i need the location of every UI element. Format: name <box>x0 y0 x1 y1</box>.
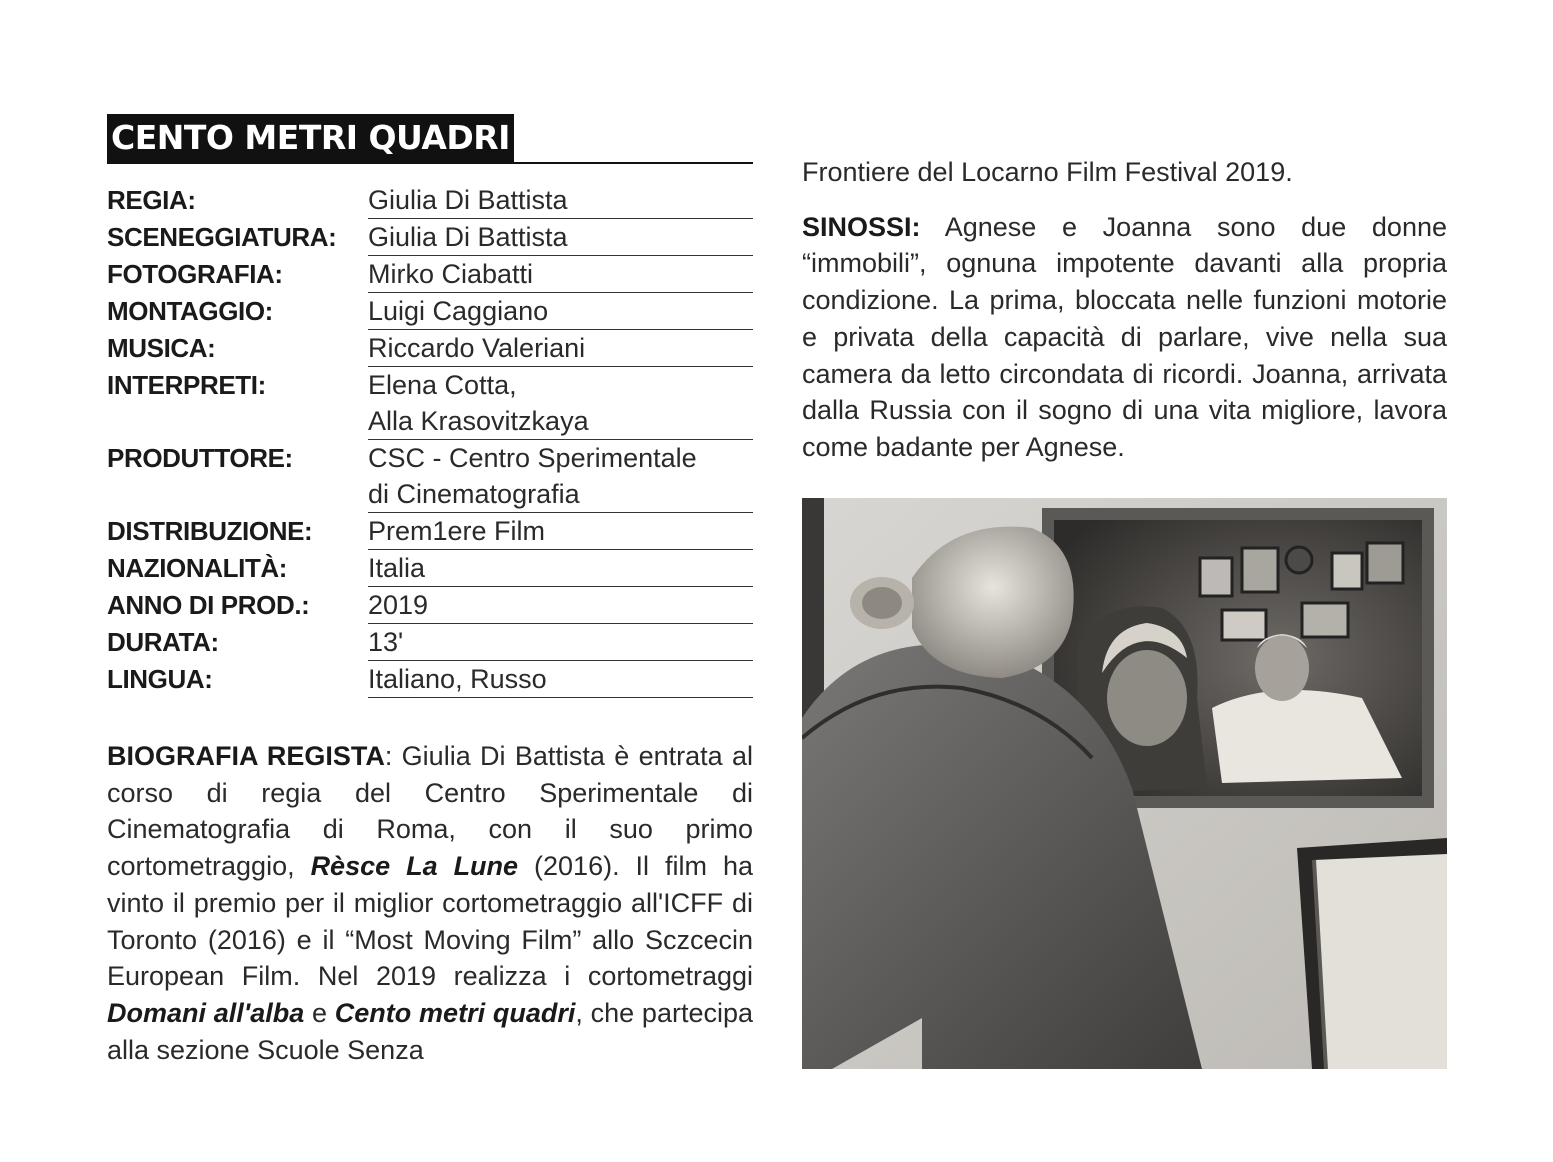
credit-label: DURATA: <box>107 627 219 657</box>
credit-value <box>368 550 753 587</box>
bio-text-1: : Giulia Di Battista è entrata al corso di regia del Centro Sperimentale di Cinematografia di Roma, con il suo primo cortometraggio, <box>107 741 754 882</box>
credit-value <box>368 587 753 624</box>
credit-value <box>368 330 753 367</box>
bio-heading: BIOGRAFIA REGISTA <box>107 741 385 771</box>
credit-value-line: Giulia Di Battista <box>368 185 568 215</box>
credit-row <box>107 330 753 367</box>
film-still-photo <box>802 498 1447 1069</box>
credit-value-line: Mirko Ciabatti <box>368 259 534 289</box>
credit-label: INTERPRETI: <box>107 370 266 400</box>
bio-film-2: Domani all'alba <box>107 997 305 1028</box>
synopsis-heading: SINOSSI: <box>802 211 921 242</box>
credit-value-line: Italia <box>368 553 426 583</box>
credit-row <box>107 182 753 219</box>
credit-value <box>368 440 753 513</box>
credit-label: LINGUA: <box>107 664 213 694</box>
bio-text-3: e <box>304 997 335 1028</box>
credit-value-line: Alla Krasovitzkaya <box>368 406 589 436</box>
credit-value <box>368 256 753 293</box>
credit-value <box>368 624 753 661</box>
credit-row <box>107 256 753 293</box>
credit-value-line: CSC - Centro Sperimentale <box>368 443 697 473</box>
credit-label: REGIA: <box>107 185 196 215</box>
credit-value-line: di Cinematografia <box>368 479 580 509</box>
credit-value-line: Luigi Caggiano <box>368 296 549 326</box>
credit-row <box>107 440 753 513</box>
credit-row <box>107 587 753 624</box>
credit-row <box>107 367 753 440</box>
right-column <box>802 154 1447 466</box>
bio-film-1: Rèsce La Lune <box>310 851 519 882</box>
synopsis <box>802 209 1447 466</box>
bio-text-4: , che partecipa alla sezione Scuole Senza <box>107 997 753 1065</box>
credits-table <box>107 182 753 698</box>
film-title: CENTO METRI QUADRI <box>107 114 514 162</box>
credit-row <box>107 550 753 587</box>
credit-value <box>368 219 753 256</box>
credit-row <box>107 293 753 330</box>
credit-value <box>368 367 753 440</box>
left-column <box>107 114 753 1068</box>
credit-value-line: 13' <box>368 627 404 657</box>
credit-value <box>368 182 753 219</box>
director-biography <box>107 738 753 1068</box>
synopsis-text: Agnese e Joanna sono due donne “immobili”, ognuna impotente davanti alla propria condizione. La prima, bloccata nelle funzioni motorie e privata della capacità di parlare, vive nella sua camera da letto circondata di ricordi. Joanna, arrivata dalla Russia con il sogno di una vita migliore, lavora come badante per Agnese. <box>802 211 1447 462</box>
credit-value <box>368 661 753 698</box>
credit-label: MONTAGGIO: <box>107 296 273 326</box>
credit-label: DISTRIBUZIONE: <box>107 516 313 546</box>
credit-value-line: Riccardo Valeriani <box>368 333 586 363</box>
bio-continuation: Frontiere del Locarno Film Festival 2019. <box>802 157 1293 187</box>
credit-label: ANNO DI PROD.: <box>107 590 310 620</box>
credit-value-line: Prem1ere Film <box>368 516 546 546</box>
credit-row <box>107 513 753 550</box>
bio-text-2: (2016). Il film ha vinto il premio per il miglior cortometraggio all'ICFF di Toronto (2016) e il “Most Moving Film” allo Sczcecin European Film. Nel 2019 realizza i cortometraggi <box>107 851 753 992</box>
credit-label: NAZIONALITÀ: <box>107 553 288 583</box>
credit-value-line: 2019 <box>368 590 429 620</box>
credit-label: PRODUTTORE: <box>107 443 293 473</box>
credit-row <box>107 219 753 256</box>
credit-value <box>368 293 753 330</box>
title-bar <box>107 114 753 164</box>
credit-value-line: Elena Cotta, <box>368 370 517 400</box>
credit-label: MUSICA: <box>107 333 216 363</box>
credit-value-line: Italiano, Russo <box>368 664 547 694</box>
credit-value-line: Giulia Di Battista <box>368 222 568 252</box>
film-still-image <box>802 498 1447 1069</box>
credit-label: FOTOGRAFIA: <box>107 259 283 289</box>
credit-value <box>368 513 753 550</box>
credit-row <box>107 624 753 661</box>
credit-row <box>107 661 753 698</box>
bio-film-3: Cento metri quadri <box>334 997 576 1028</box>
credit-label: SCENEGGIATURA: <box>107 222 337 252</box>
